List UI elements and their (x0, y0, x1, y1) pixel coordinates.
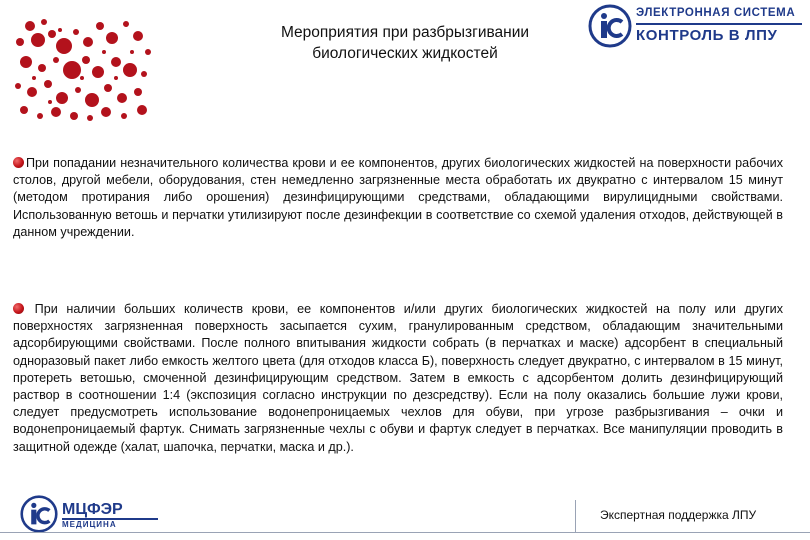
paragraph-small-spills (13, 155, 783, 241)
brand-logo-icon (588, 4, 632, 48)
footer-text: Экспертная поддержка ЛПУ (600, 508, 757, 522)
red-bullet-icon (13, 157, 24, 168)
footer-divider (0, 532, 810, 533)
paragraph-2-text: При наличии больших количеств крови, ее компонентов и/или других биологических жидкостей на полу или других поверхностях загрязненная поверхность засыпается сухим, гранулированным средством, обладающим значительными адсорбирующими свойствами. После полного впитывания жидкости собрать (в перчатках и маске) адсорбент в специальный одноразовый пакет либо емкость желтого цвета (для отходов класса Б), поверхность следует двукратно, с интервалом в 15 минут, протереть ветошью, смоченной дезинфицирующим средством. Затем в емкость с адсорбентом долить дезинфицирующий раствор в соотношении 1:4 (экспозиция согласно инструкции по дезсредству). Если на полу оказались большие лужи крови, следует предусмотреть использование водонепроницаемых чехлов для обуви, при угрозе разбрызгивания – очки и водонепроницаемый фартук. Снимать загрязненные чехлы с обуви и фартук следует в перчатках. Все манипуляции проводить в защитной одежде (халат, шапочка, перчатки, маска и др.). (13, 302, 783, 454)
red-bullet-icon (13, 303, 24, 314)
blood-splatter-image (12, 12, 154, 124)
mcfer-subtitle: МЕДИЦИНА (62, 520, 117, 529)
mcfer-name: МЦФЭР (62, 501, 123, 518)
logo-line-1: ЭЛЕКТРОННАЯ СИСТЕМА (636, 7, 796, 19)
logo-line-2: КОНТРОЛЬ В ЛПУ (636, 27, 778, 44)
paragraph-large-spills (13, 301, 783, 456)
mcfer-logo (20, 495, 160, 533)
title-line-2: биологических жидкостей (312, 45, 498, 62)
control-lpu-logo (586, 4, 806, 50)
title-line-1: Мероприятия при разбрызгивании (280, 24, 530, 41)
mcfer-logo-icon (20, 495, 58, 533)
page-title (220, 22, 590, 64)
paragraph-1-text: При попадании незначительного количества крови и ее компонентов, других биологических жидкостей на поверхности рабочих столов, другой мебели, оборудования, стен немедленно загрязненные места обработать их двукратно с интервалом 15 минут (методом протирания либо орошения) дезинфицирующими средствами, обладающими вирулицидными свойствами. Использованную ветошь и перчатки утилизируют после дезинфекции в соответствие со схемой удаления отходов, действующей в данном учреждении. (13, 156, 783, 239)
logo-divider (636, 23, 802, 25)
